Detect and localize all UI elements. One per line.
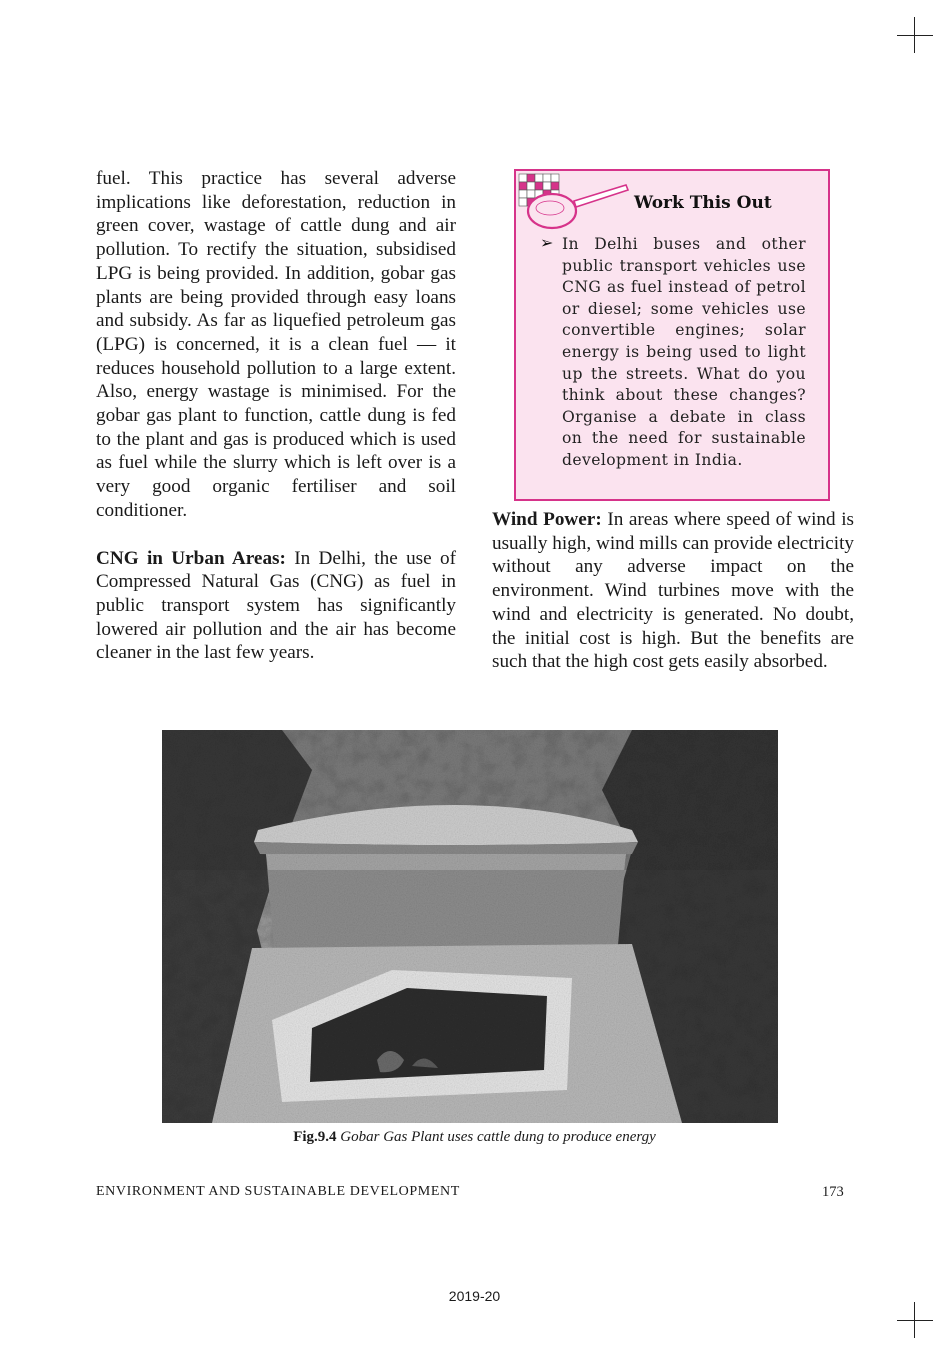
figure-label: Fig.9.4 bbox=[293, 1129, 337, 1145]
edition-year: 2019-20 bbox=[448, 1288, 501, 1304]
crossword-magnifier-icon bbox=[516, 171, 634, 235]
cng-text: In Delhi, the use of Compressed Natural Gas (CNG) as fuel in public transport system has significantly lowered air pollution and the air has become cleaner in the last few years. bbox=[96, 547, 456, 664]
figure-caption-text: Gobar Gas Plant uses cattle dung to produce energy bbox=[336, 1129, 656, 1145]
gobar-gas-plant-photo bbox=[162, 730, 778, 1123]
right-column bbox=[492, 508, 854, 674]
wind-heading: Wind Power: bbox=[492, 509, 602, 530]
work-this-out-box bbox=[514, 169, 830, 501]
arrow-bullet-icon: ➢ bbox=[540, 235, 554, 252]
crop-mark-top-vertical bbox=[914, 17, 915, 53]
figure-caption bbox=[0, 1129, 949, 1146]
crop-mark-bottom-vertical bbox=[914, 1302, 915, 1338]
left-column bbox=[96, 167, 456, 665]
work-box-text: In Delhi buses and other public transport vehicles use CNG as fuel instead of petrol or diesel; some vehicles use convertible engines; solar energy is being used to light up the streets. What do you think about these changes? Organise a debate in class on the need for sustainable development in India. bbox=[562, 235, 806, 469]
running-footer-title: ENVIRONMENT AND SUSTAINABLE DEVELOPMENT bbox=[96, 1184, 460, 1199]
cng-heading: CNG in Urban Areas: bbox=[96, 547, 286, 569]
cng-paragraph bbox=[96, 547, 456, 666]
gobar-gas-paragraph: fuel. This practice has several adverse implications like deforestation, reduction in green cover, wastage of cattle dung and air pollution. To rectify the situation, subsidised LPG is being provided. In addition, gobar gas plants are being provided through easy loans and subsidy. As far as liquefied petroleum gas (LPG) is concerned, it is a clean fuel — it reduces household pollution to a large extent. Also, energy wastage is minimised. For the gobar gas plant to function, cattle dung is fed to the plant and gas is produced which is used as fuel while the slurry which is left over is a very good organic fertiliser and soil conditioner. bbox=[96, 168, 456, 521]
work-box-title: Work This Out bbox=[634, 193, 772, 213]
wind-power-paragraph bbox=[492, 508, 854, 674]
wind-text: In areas where speed of wind is usually high, wind mills can provide electricity without any adverse impact on the environment. Wind turbines move with the wind and electricity is generated. No doubt, the initial cost is high. But the benefits are such that the high cost gets easily absorbed. bbox=[492, 509, 855, 673]
page-number: 173 bbox=[822, 1184, 844, 1200]
